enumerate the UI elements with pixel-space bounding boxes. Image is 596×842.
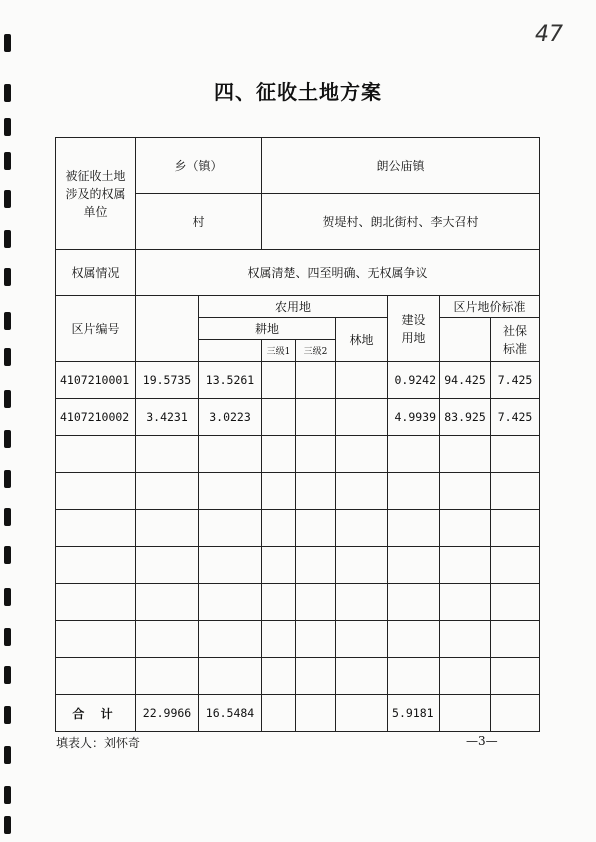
empty-row [56, 584, 540, 621]
total-row [56, 695, 540, 732]
empty-row [56, 436, 540, 473]
social-value: 7.425 [491, 399, 540, 436]
table-row [56, 362, 540, 399]
forest-value [336, 362, 388, 399]
cultivated-value: 3.0223 [199, 399, 262, 436]
binding-marks [4, 30, 16, 830]
grade2-value [296, 362, 336, 399]
col-grade1: 三级1 [262, 340, 296, 362]
grade1-value [262, 362, 296, 399]
ownership-value: 权属清楚、四至明确、无权属争议 [136, 250, 540, 296]
land-acquisition-table [55, 137, 540, 732]
cultivated-value: 13.5261 [199, 362, 262, 399]
col-total-agri-blank [136, 296, 199, 362]
grade2-value [296, 399, 336, 436]
total-cultivated-sum: 16.5484 [199, 695, 262, 732]
col-agricultural: 农用地 [199, 296, 388, 318]
col-cultivated: 耕地 [199, 318, 336, 340]
total-label: 合 计 [56, 695, 136, 732]
col-grade2: 三级2 [296, 340, 336, 362]
total-agri-sum: 22.9966 [136, 695, 199, 732]
forest-value [336, 399, 388, 436]
table-row [56, 399, 540, 436]
col-cultivated-total-blank [199, 340, 262, 362]
empty-row [56, 473, 540, 510]
page-number: —3— [466, 734, 498, 748]
social-value: 7.425 [491, 362, 540, 399]
col-social-security: 社保标准 [491, 318, 540, 362]
empty-row [56, 547, 540, 584]
price-value: 94.425 [440, 362, 491, 399]
village-label: 村 [136, 194, 262, 250]
empty-row [56, 621, 540, 658]
town-label: 乡（镇） [136, 138, 262, 194]
total-construction-sum: 5.9181 [388, 695, 440, 732]
owner-unit-label: 被征收土地涉及的权属单位 [56, 138, 136, 250]
village-value: 贺堤村、朗北街村、李大召村 [262, 194, 540, 250]
total-agri-value: 19.5735 [136, 362, 199, 399]
parcel-id: 4107210002 [56, 399, 136, 436]
empty-row [56, 510, 540, 547]
col-construction: 建设用地 [388, 296, 440, 362]
parcel-id: 4107210001 [56, 362, 136, 399]
grade1-value [262, 399, 296, 436]
ownership-label: 权属情况 [56, 250, 136, 296]
construction-value: 0.9242 [388, 362, 440, 399]
page-title: 四、征收土地方案 [214, 80, 382, 104]
construction-value: 4.9939 [388, 399, 440, 436]
col-price-blank [440, 318, 491, 362]
total-agri-value: 3.4231 [136, 399, 199, 436]
col-parcel-id: 区片编号 [56, 296, 136, 362]
empty-row [56, 658, 540, 695]
town-value: 朗公庙镇 [262, 138, 540, 194]
col-forest: 林地 [336, 318, 388, 362]
handwritten-page-mark: 47 [535, 22, 563, 47]
col-price-standard: 区片地价标准 [440, 296, 540, 318]
filler-signature: 填表人：刘怀奇 [56, 736, 141, 750]
price-value: 83.925 [440, 399, 491, 436]
